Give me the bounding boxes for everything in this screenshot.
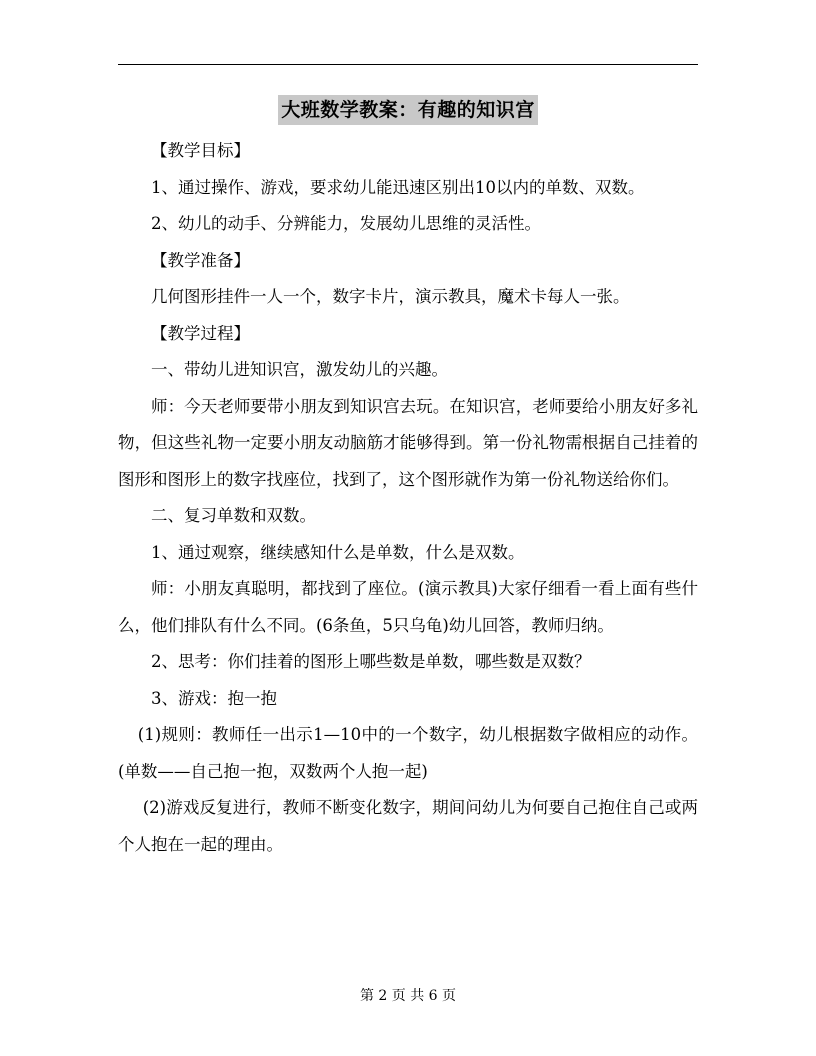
process-step-2-item-3: 3、游戏：抱一抱 [151, 688, 277, 708]
process-step-1-text: 师：今天老师要带小朋友到知识宫去玩。在知识宫，老师要给小朋友好多礼物，但这些礼物一定要小朋友动脑筋才能够得到。第一份礼物需根据自己挂着的图形和图形上的数字找座位，找到了，这个图形就作为第一份礼物送给你们。 [118, 396, 698, 489]
objective-item-2: 2、幼儿的动手、分辨能力，发展幼儿思维的灵活性。 [151, 214, 541, 233]
process-step-2-item-1-text: 师：小朋友真聪明，都找到了座位。(演示教具)大家仔细看一看上面有些什么，他们排队有什么不同。(6条鱼，5只乌龟)幼儿回答，教师归纳。 [118, 579, 698, 635]
preparation-text: 几何图形挂件一人一个，数字卡片，演示教具，魔术卡每人一张。 [151, 287, 630, 306]
section-heading-process: 【教学过程】 [151, 323, 250, 343]
header-rule [118, 64, 698, 65]
section-heading-preparation: 【教学准备】 [151, 250, 250, 270]
process-step-1-heading: 一、带幼儿进知识宫，激发幼儿的兴趣。 [151, 360, 448, 379]
process-step-2-heading: 二、复习单数和双数。 [151, 506, 316, 525]
document-title: 大班数学教案：有趣的知识宫 [278, 95, 538, 125]
process-step-2-item-1: 1、通过观察，继续感知什么是单数，什么是双数。 [151, 542, 525, 562]
game-rule-1: (1)规则：教师任一出示1—10中的一个数字，幼儿根据数字做相应的动作。(单数——自己抱一抱，双数两个人抱一起) [118, 725, 698, 781]
process-step-2-item-2: 2、思考：你们挂着的图形上哪些数是单数，哪些数是双数？ [151, 652, 591, 671]
objective-item-1: 1、通过操作、游戏，要求幼儿能迅速区别出10以内的单数、双数。 [151, 177, 645, 197]
section-heading-objectives: 【教学目标】 [151, 141, 250, 160]
game-rule-2: (2)游戏反复进行，教师不断变化数字，期间问幼儿为何要自己抱住自己或两个人抱在一起的理由。 [118, 798, 698, 854]
document-body [118, 133, 698, 863]
page-footer: 第 2 页 共 6 页 [359, 988, 457, 1004]
title-block [0, 95, 816, 125]
